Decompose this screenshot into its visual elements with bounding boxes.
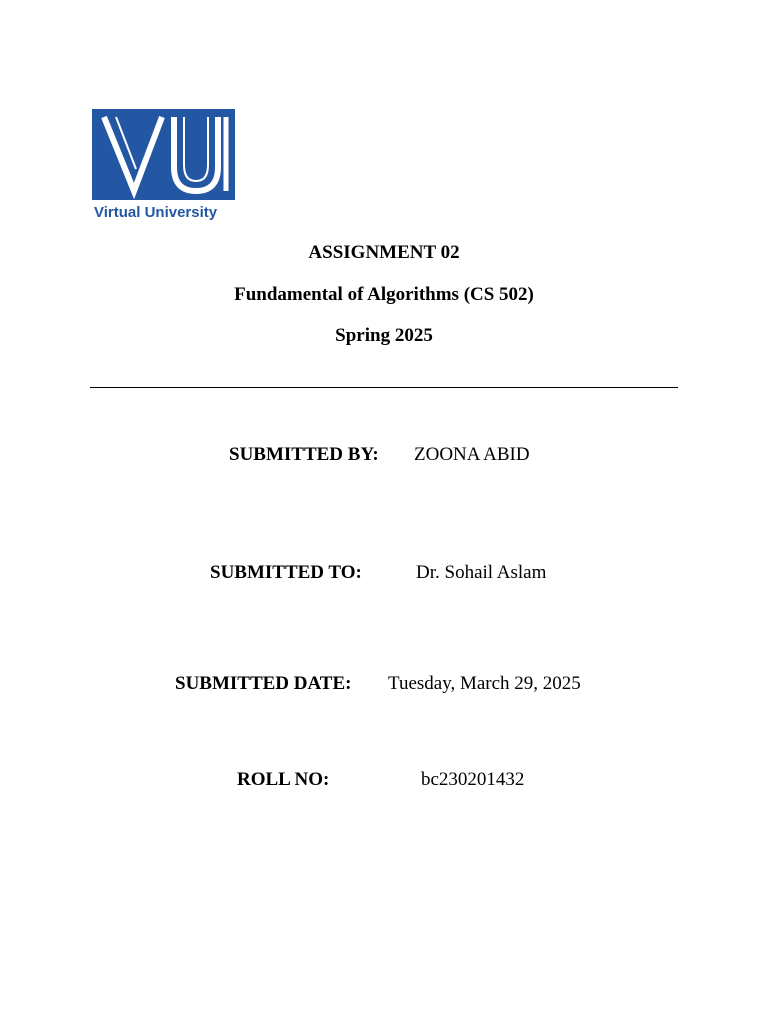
term-title: Spring 2025 (335, 325, 433, 346)
roll-no-value: bc230201432 (421, 769, 525, 790)
vu-logo-mark (92, 109, 235, 200)
submitted-to-value: Dr. Sohail Aslam (416, 562, 547, 583)
vu-logo-caption: Virtual University (94, 204, 218, 221)
submitted-date-value: Tuesday, March 29, 2025 (388, 673, 581, 694)
submitted-to-label: SUBMITTED TO: (210, 562, 362, 583)
assignment-title: ASSIGNMENT 02 (308, 242, 460, 263)
vu-logo (92, 109, 235, 223)
submitted-by-value: ZOONA ABID (414, 444, 530, 465)
submitted-by-label: SUBMITTED BY: (229, 444, 379, 465)
horizontal-divider (90, 387, 678, 388)
course-title: Fundamental of Algorithms (CS 502) (234, 284, 534, 305)
roll-no-label: ROLL NO: (237, 769, 330, 790)
submitted-date-label: SUBMITTED DATE: (175, 673, 352, 694)
